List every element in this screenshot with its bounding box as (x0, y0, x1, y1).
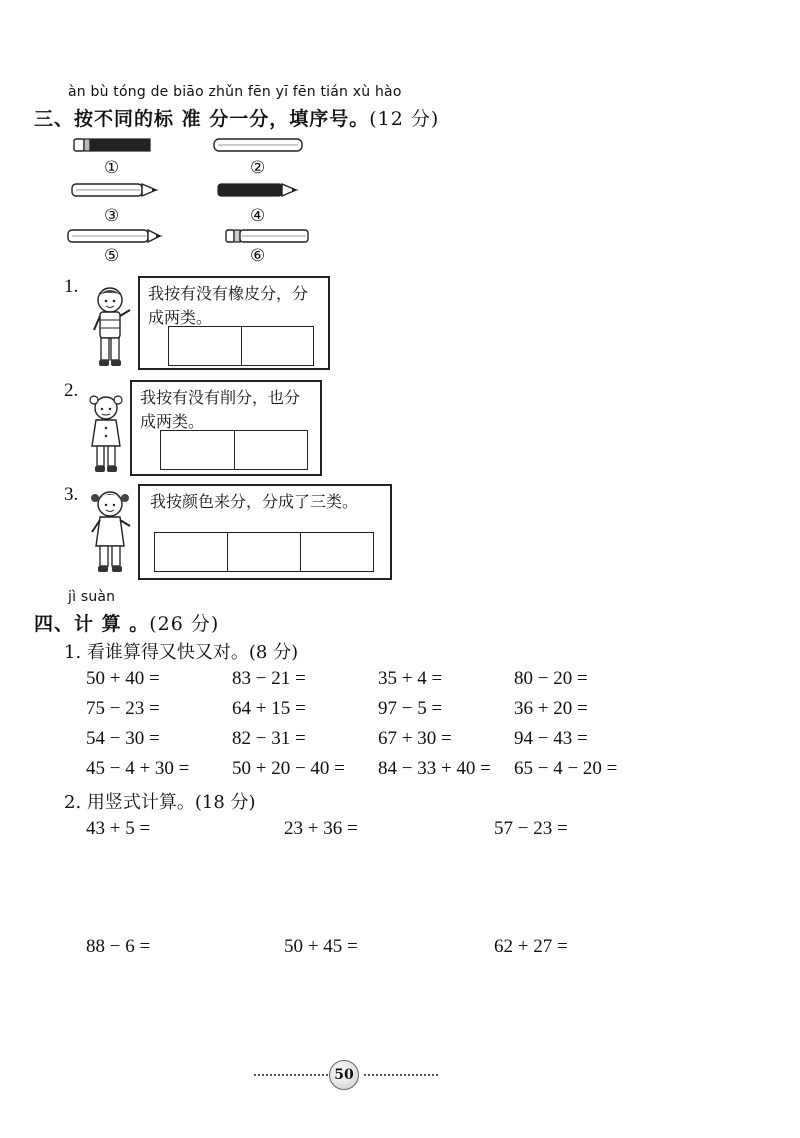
equation: 23 + 36 = (284, 818, 358, 839)
question-1-box-1[interactable] (169, 327, 242, 365)
question-1-text-line2: 成两类。 (148, 308, 213, 327)
question-1-box-2[interactable] (242, 327, 314, 365)
page-number: 50 (329, 1060, 359, 1090)
section3-title: 三、按不同的标 准 分一分，填序号。 (34, 108, 370, 130)
footer-dotted-rule-left (254, 1074, 328, 1076)
question-2-answer-boxes (160, 430, 308, 470)
question-3-number: 3. (64, 484, 79, 505)
equation: 62 + 27 = (494, 936, 568, 957)
question-1-number: 1. (64, 276, 79, 297)
pencil-2-label: ② (250, 158, 266, 178)
equation: 65 − 4 − 20 = (514, 758, 618, 779)
section4-title: 四、计 算 。 (34, 613, 150, 635)
equation: 45 − 4 + 30 = (86, 758, 190, 779)
pencil-4-label: ④ (250, 206, 266, 226)
pencil-5-icon (68, 230, 163, 242)
equation: 57 − 23 = (494, 818, 568, 839)
equation: 54 − 30 = (86, 728, 160, 749)
equation: 67 + 30 = (378, 728, 452, 749)
equation: 82 − 31 = (232, 728, 306, 749)
pencil-2-icon (214, 139, 302, 151)
equation: 36 + 20 = (514, 698, 588, 719)
question-3-answer-boxes (154, 532, 374, 572)
section3-score: (12 分) (369, 108, 440, 130)
girl-figure-icon (84, 392, 130, 476)
equation: 35 + 4 = (378, 668, 443, 689)
equation: 88 − 6 = (86, 936, 151, 957)
equation: 97 − 5 = (378, 698, 443, 719)
question-2-text-line1: 我按有没有削分，也分 (140, 388, 301, 407)
pencil-1-icon (74, 139, 150, 151)
section3-pinyin: àn bù tóng de biāo zhǔn fēn yī fēn tián xù hào (68, 84, 402, 100)
question-2-text-line2: 成两类。 (140, 412, 205, 431)
equation: 50 + 40 = (86, 668, 160, 689)
pencil-3-label: ③ (104, 206, 120, 226)
boy-figure-icon (86, 284, 136, 372)
equation: 80 − 20 = (514, 668, 588, 689)
pencil-4-icon (218, 184, 299, 196)
part1-title: 1. 看谁算得又快又对。(8 分) (64, 642, 299, 663)
equation: 43 + 5 = (86, 818, 151, 839)
pencil-6-label: ⑥ (250, 246, 266, 266)
equation: 75 − 23 = (86, 698, 160, 719)
equation: 50 + 45 = (284, 936, 358, 957)
question-3-box-2[interactable] (228, 533, 301, 571)
equation: 50 + 20 − 40 = (232, 758, 345, 779)
equation: 64 + 15 = (232, 698, 306, 719)
question-3-text-line1: 我按颜色来分，分成了三类。 (150, 492, 359, 511)
equation: 83 − 21 = (232, 668, 306, 689)
question-3-bubble (138, 484, 392, 580)
pencil-3-icon (72, 184, 159, 196)
section4-score: (26 分) (149, 613, 220, 635)
pencil-5-label: ⑤ (104, 246, 120, 266)
question-2-box-2[interactable] (235, 431, 308, 469)
question-2-bubble (130, 380, 322, 476)
pencil-6-icon (226, 230, 308, 242)
equation: 94 − 43 = (514, 728, 588, 749)
footer-dotted-rule-right (364, 1074, 438, 1076)
question-2-number: 2. (64, 380, 79, 401)
question-1-text-line1: 我按有没有橡皮分，分 (148, 284, 309, 303)
section4-heading (34, 609, 219, 636)
part2-title: 2. 用竖式计算。(18 分) (64, 792, 256, 813)
question-1-answer-boxes (168, 326, 314, 366)
section4-pinyin: jì suàn (68, 589, 116, 605)
question-3-box-3[interactable] (301, 533, 373, 571)
girl-2-figure-icon (84, 488, 136, 578)
question-2-box-1[interactable] (161, 431, 235, 469)
question-3-box-1[interactable] (155, 533, 228, 571)
section3-heading (34, 104, 439, 131)
question-1-bubble (138, 276, 330, 370)
pencil-1-label: ① (104, 158, 120, 178)
equation: 84 − 33 + 40 = (378, 758, 491, 779)
